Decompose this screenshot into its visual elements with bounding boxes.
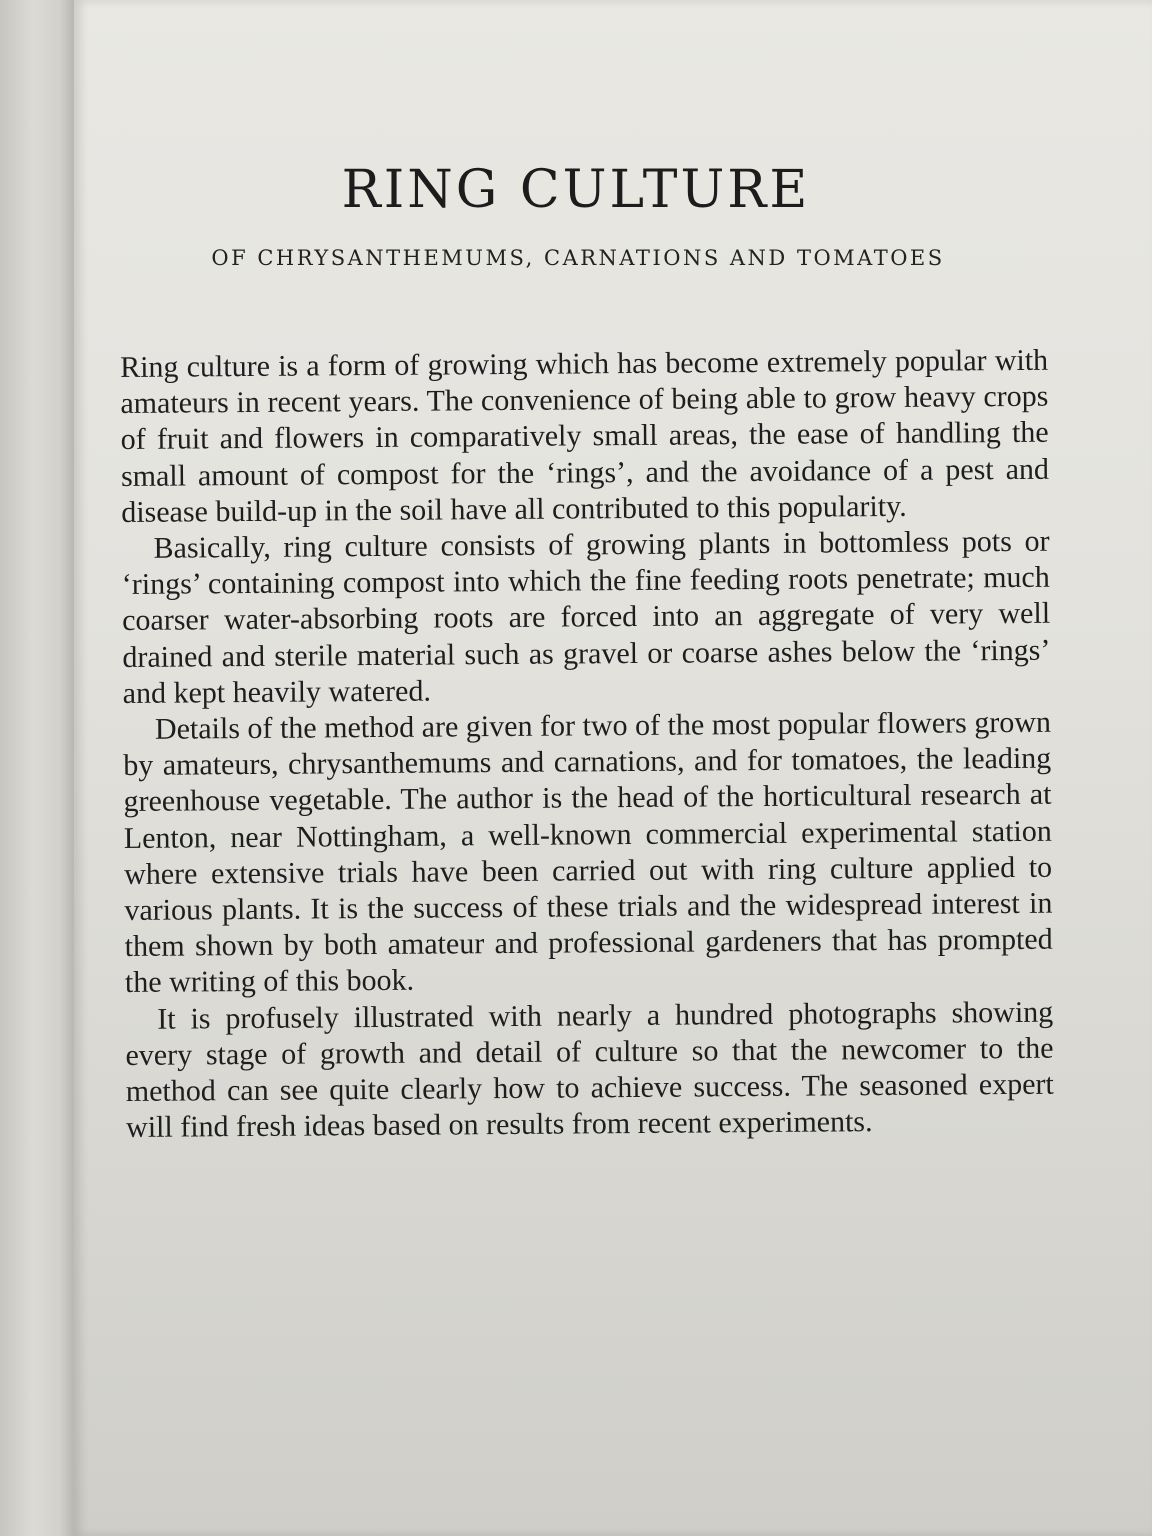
page-title: RING CULTURE — [341, 160, 811, 220]
paragraph-method: Basically, ring culture consists of growing plants in bottomless pots or ‘rings’ containing compost into which the fine feeding roots penetrate; much coarser water-absorbing roots are forced into an aggregate of very well drained and sterile material such as gravel or coarse ashes below the ‘rings’ and kept heavily watered. — [121, 524, 1051, 710]
paragraph-details: Details of the method are given for two of the most popular flowers grown by amateurs, chrysanthemums and carnations, and for tomatoes, the leading greenhouse vegetable. The author is the head of the horticultural research at Lenton, near Nottingham, a well-known commercial experimental station where extensive trials have been carried out with ring culture applied to various plants. It is the success of these trials and the widespread interest in them shown by both amateur and professional gardeners that has prompted the writing of this book. — [123, 705, 1053, 1000]
book-spine — [0, 0, 74, 1536]
paragraph-illustrations: It is profusely illustrated with nearly a hundred photographs showing every stage of growth and detail of culture so that the newcomer to the method can see quite clearly how to achieve success. The seasoned expert will find fresh ideas based on results from recent experiments. — [125, 995, 1054, 1145]
paragraph-intro: Ring culture is a form of growing which has become extremely popular with amateurs in recent years. The convenience of being able to grow heavy crops of fruit and flowers in comparatively small areas, the ease of handling the small amount of compost for the ‘rings’, and the avoidance of a pest and disease build-up in the soil have all contributed to this popularity. — [120, 343, 1050, 529]
body-text — [120, 343, 1054, 1147]
page-subtitle: OF CHRYSANTHEMUMS, CARNATIONS AND TOMATOES — [211, 246, 945, 270]
